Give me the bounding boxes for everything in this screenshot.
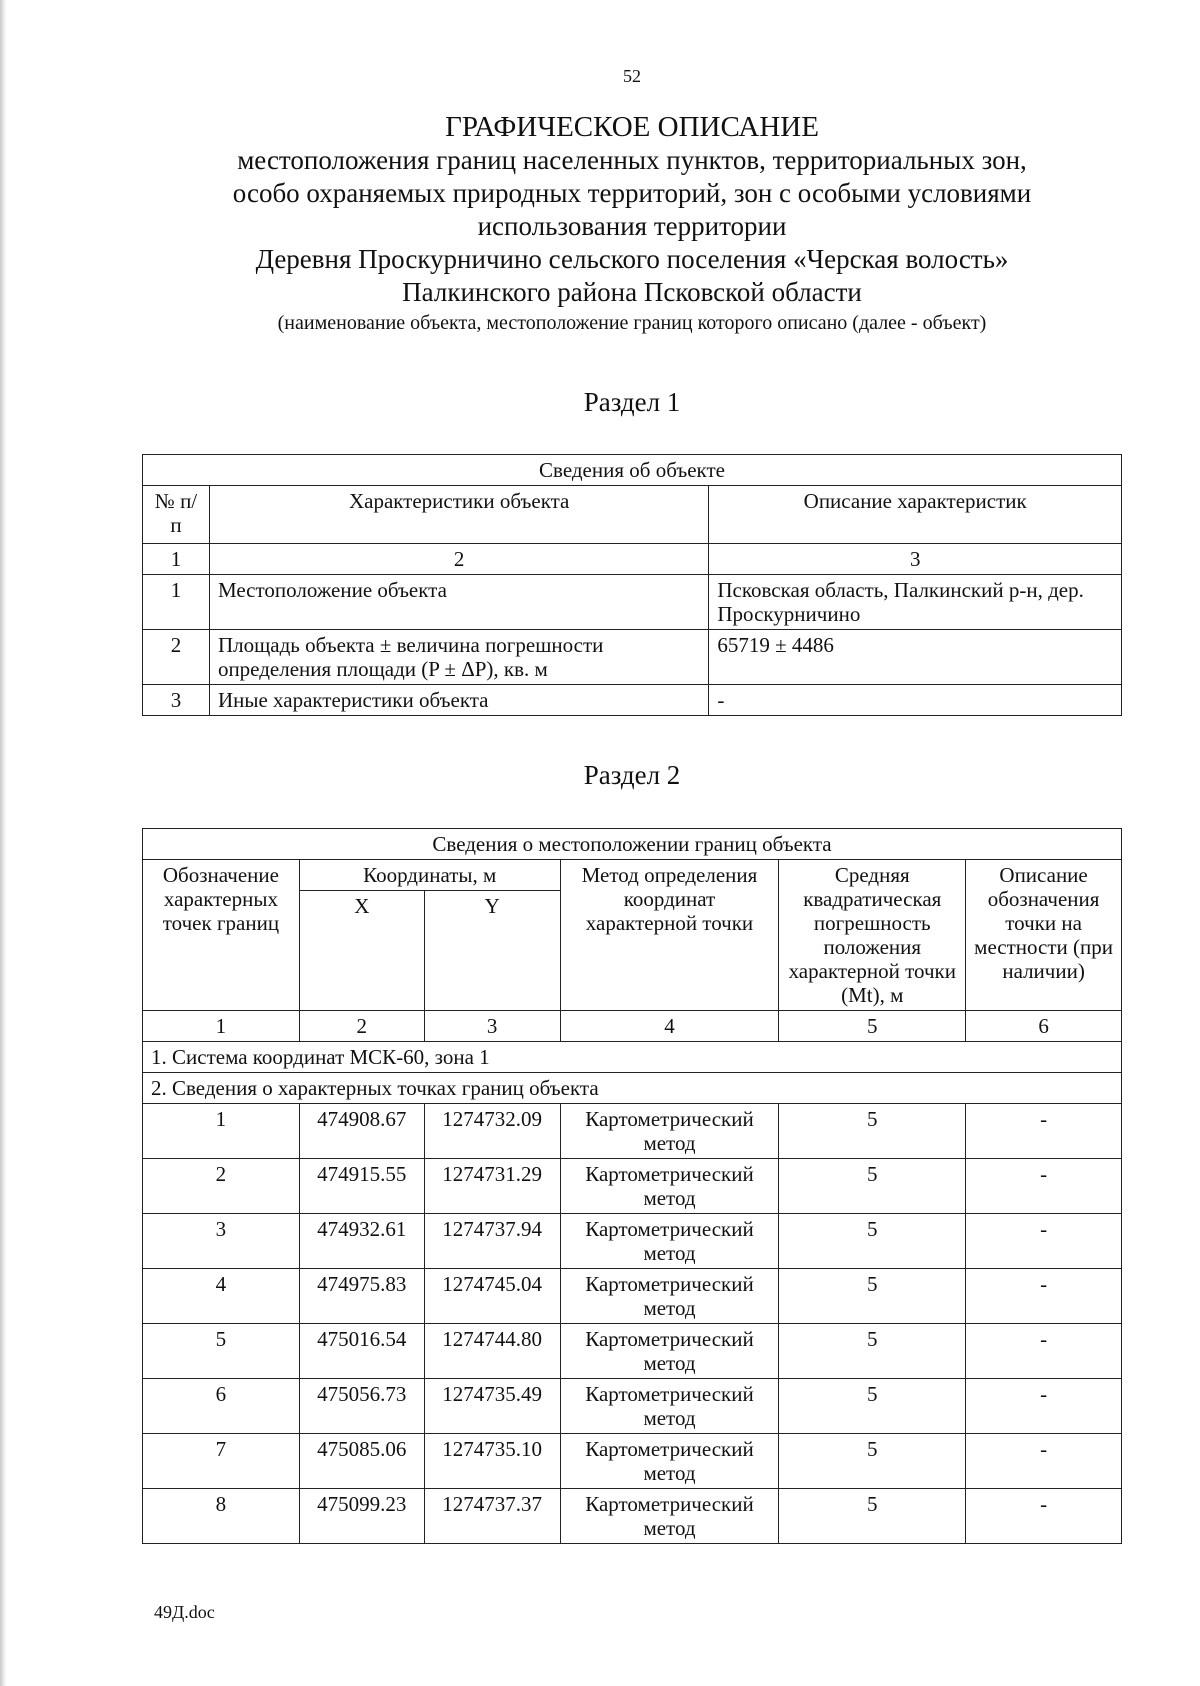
point-x: 474908.67 (299, 1104, 424, 1159)
header-coords: Координаты, м (299, 860, 560, 891)
row-description: 65719 ± 4486 (709, 630, 1122, 685)
table-caption: Сведения о местоположении границ объекта (143, 829, 1122, 860)
coordinate-system-row (143, 1042, 1122, 1073)
row-number: 3 (143, 685, 210, 716)
point-mt: 5 (779, 1104, 966, 1159)
table-row (143, 630, 1122, 685)
table-header-row (143, 860, 1122, 891)
title-line: Деревня Проскурничино сельского поселения «Черская волость» (255, 244, 1009, 274)
header-points: Обозначение характерных точек границ (143, 860, 300, 1011)
table-caption: Сведения об объекте (143, 455, 1122, 486)
row-number: 1 (143, 575, 210, 630)
numbering-cell: 6 (966, 1011, 1122, 1042)
row-characteristic: Площадь объекта ± величина погрешности определения площади (P ± ΔP), кв. м (209, 630, 708, 685)
coordinate-system: 1. Система координат МСК-60, зона 1 (143, 1042, 1122, 1073)
points-caption-row (143, 1073, 1122, 1104)
point-mt: 5 (779, 1489, 966, 1544)
boundary-points-table (142, 828, 1122, 1544)
point-desc: - (966, 1104, 1122, 1159)
title-line: особо охраняемых природных территорий, зон с особыми условиями (232, 178, 1032, 208)
point-desc: - (966, 1269, 1122, 1324)
point-mt: 5 (779, 1269, 966, 1324)
table-caption-row (143, 455, 1122, 486)
point-method: Картометрический метод (560, 1214, 779, 1269)
table-row (143, 1324, 1122, 1379)
section2-title: Раздел 2 (583, 760, 681, 790)
point-desc: - (966, 1434, 1122, 1489)
point-y: 1274744.80 (424, 1324, 560, 1379)
numbering-cell: 4 (560, 1011, 779, 1042)
table-row (143, 1269, 1122, 1324)
point-mt: 5 (779, 1159, 966, 1214)
table-row (143, 1379, 1122, 1434)
point-x: 474915.55 (299, 1159, 424, 1214)
numbering-row (143, 544, 1122, 575)
point-desc: - (966, 1214, 1122, 1269)
page-number: 52 (623, 66, 641, 86)
row-description: Псковская область, Палкинский р-н, дер. Проскурничино (709, 575, 1122, 630)
point-desc: - (966, 1159, 1122, 1214)
point-mt: 5 (779, 1379, 966, 1434)
point-id: 7 (143, 1434, 300, 1489)
object-info-table (142, 454, 1122, 716)
table-row (143, 1434, 1122, 1489)
point-id: 2 (143, 1159, 300, 1214)
point-y: 1274735.49 (424, 1379, 560, 1434)
point-y: 1274737.94 (424, 1214, 560, 1269)
table-row (143, 1159, 1122, 1214)
numbering-cell: 1 (143, 1011, 300, 1042)
header-method: Метод определения координат характерной точки (560, 860, 779, 1011)
point-x: 475016.54 (299, 1324, 424, 1379)
point-desc: - (966, 1324, 1122, 1379)
numbering-cell: 3 (424, 1011, 560, 1042)
point-x: 475056.73 (299, 1379, 424, 1434)
table-row (143, 575, 1122, 630)
title-line: использования территории (477, 211, 787, 241)
row-characteristic: Иные характеристики объекта (209, 685, 708, 716)
point-desc: - (966, 1489, 1122, 1544)
title-note: (наименование объекта, местоположение границ которого описано (далее - объект) (277, 312, 987, 334)
row-characteristic: Местоположение объекта (209, 575, 708, 630)
table-row (143, 1104, 1122, 1159)
point-id: 3 (143, 1214, 300, 1269)
point-mt: 5 (779, 1324, 966, 1379)
numbering-row (143, 1011, 1122, 1042)
point-id: 8 (143, 1489, 300, 1544)
row-number: 2 (143, 630, 210, 685)
point-mt: 5 (779, 1214, 966, 1269)
header-description: Описание характеристик (709, 486, 1122, 544)
point-desc: - (966, 1379, 1122, 1434)
point-x: 475085.06 (299, 1434, 424, 1489)
header-number: № п/п (143, 486, 210, 544)
point-method: Картометрический метод (560, 1324, 779, 1379)
point-id: 6 (143, 1379, 300, 1434)
numbering-cell: 1 (143, 544, 210, 575)
point-method: Картометрический метод (560, 1489, 779, 1544)
header-desc: Описание обозначения точки на местности (при наличии) (966, 860, 1122, 1011)
point-y: 1274737.37 (424, 1489, 560, 1544)
table-row (143, 1214, 1122, 1269)
point-method: Картометрический метод (560, 1434, 779, 1489)
numbering-cell: 2 (209, 544, 708, 575)
document-title (0, 110, 1200, 337)
point-id: 4 (143, 1269, 300, 1324)
point-id: 5 (143, 1324, 300, 1379)
point-method: Картометрический метод (560, 1104, 779, 1159)
table-caption-row (143, 829, 1122, 860)
header-x: X (299, 891, 424, 1011)
point-y: 1274731.29 (424, 1159, 560, 1214)
title-line: Палкинского района Псковской области (402, 277, 862, 307)
footer-filename: 49Д.doc (154, 1602, 215, 1622)
point-y: 1274745.04 (424, 1269, 560, 1324)
point-x: 474932.61 (299, 1214, 424, 1269)
point-method: Картометрический метод (560, 1159, 779, 1214)
table-row (143, 685, 1122, 716)
numbering-cell: 3 (709, 544, 1122, 575)
point-y: 1274732.09 (424, 1104, 560, 1159)
header-error: Средняя квадратическая погрешность положения характерной точки (Mt), м (779, 860, 966, 1011)
point-y: 1274735.10 (424, 1434, 560, 1489)
point-mt: 5 (779, 1434, 966, 1489)
point-method: Картометрический метод (560, 1269, 779, 1324)
numbering-cell: 2 (299, 1011, 424, 1042)
point-x: 474975.83 (299, 1269, 424, 1324)
point-x: 475099.23 (299, 1489, 424, 1544)
points-caption: 2. Сведения о характерных точках границ объекта (143, 1073, 1122, 1104)
header-characteristic: Характеристики объекта (209, 486, 708, 544)
table-row (143, 1489, 1122, 1544)
table-header-row (143, 486, 1122, 544)
row-description: - (709, 685, 1122, 716)
point-method: Картометрический метод (560, 1379, 779, 1434)
title-main: ГРАФИЧЕСКОЕ ОПИСАНИЕ (445, 111, 819, 143)
header-y: Y (424, 891, 560, 1011)
point-id: 1 (143, 1104, 300, 1159)
section1-title: Раздел 1 (583, 387, 681, 417)
numbering-cell: 5 (779, 1011, 966, 1042)
title-line: местоположения границ населенных пунктов, территориальных зон, (237, 145, 1027, 175)
